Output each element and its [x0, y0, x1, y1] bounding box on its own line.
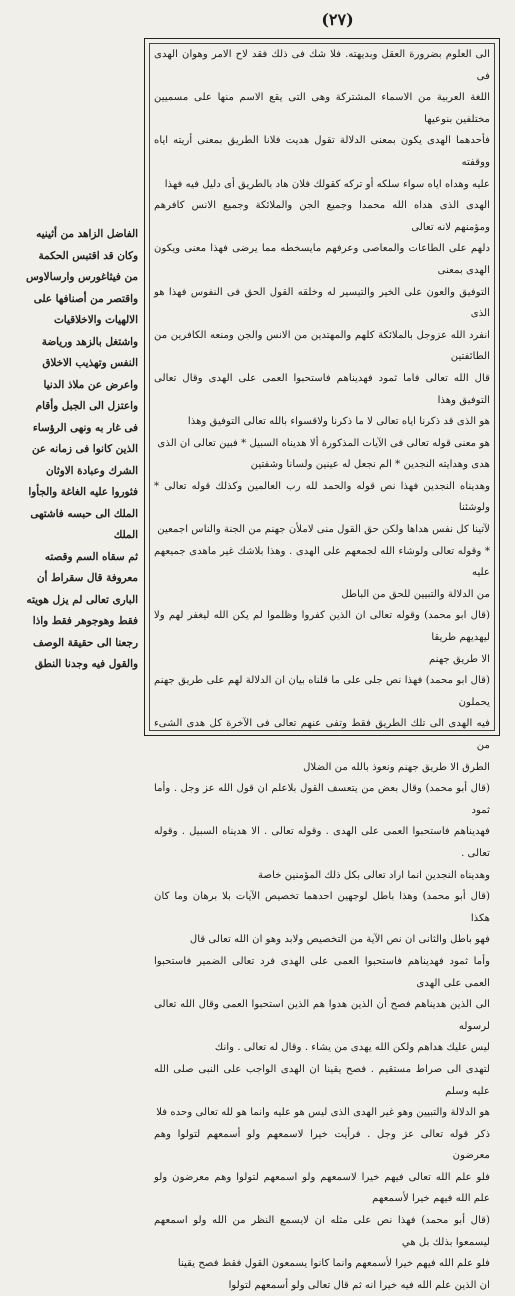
text-line: وأما ثمود فهديناهم فاستحبوا العمى على الهدى فرد تعالى الضمير فاستحبوا العمى على الهدى: [154, 955, 490, 989]
text-line: هو معنى قوله تعالى فى الآيات المذكورة ألا هديناه السبيل * فبين تعالى ان الذى: [157, 437, 490, 449]
text-line: وهديناه النجدين انما اراد تعالى بكل ذلك المؤمنين خاصة: [257, 869, 490, 881]
text-line: فهو باطل والثانى ان نص الآية من التخصيص ولابد وهو ان الله تعالى قال: [189, 934, 490, 946]
text-line: هو الدلالة والتبيين وهو غير الهدى الذى ليس هو عليه وانما هو لله تعالى وحده فلا: [156, 1107, 490, 1119]
margin-note-line: وكان قد اقتبس الحكمة: [38, 249, 138, 262]
margin-note-line: ثم سقاه السم وقصته: [44, 550, 138, 563]
text-line: فأحدهما الهدى يكون بمعنى الدلالة تقول هديت فلانا الطريق بمعنى أريته اياه ووقفته: [154, 135, 490, 168]
text-line: التوفيق والعون على الخير والتيسير له وخلقه القول الحق فى النفوس فهذا هو الذى: [154, 286, 490, 320]
margin-note-line: من فيثاغورس وارسالاوس: [25, 271, 138, 283]
margin-note-line: واعرض عن ملاذ الدنيا: [43, 378, 138, 391]
margin-note-line: البارى تعالى لم يزل هويته: [26, 593, 138, 606]
text-line: فيه الهدى الى تلك الطريق فقط وتفى عنهم تعالى فى الآخرة كل هدى الشىء من: [154, 718, 490, 751]
text-line: وهديناه النجدين فهذا نص قوله والحمد لله رب العالمين وكذلك قوله تعالى * ولوشئنا: [154, 480, 490, 514]
text-line: (قال ابو محمد) فهذا نص جلى على ما قلناه بيان ان الدلالة لهم على طريق جهنم يحملون: [154, 675, 490, 708]
margin-note-line: واشتغل بالزهد ورياضة: [41, 335, 138, 348]
margin-note-line: الملك الى حبسه فاشتهى الملك: [30, 507, 138, 541]
margin-note-line: والقول فيه وجدنا النطق: [34, 658, 138, 670]
text-line: فلو علم الله فيهم خيرا لأسمعهم وانما كانوا يسمعون القول فقط فصح يقينا: [177, 1258, 490, 1270]
main-text-body: [154, 44, 490, 1291]
text-line: لآتينا كل نفس هداها ولكن حق القول منى لاملأن جهنم من الجنة والناس اجمعين: [157, 524, 490, 536]
text-line: ان الذين علم الله فيه خيرا انه ثم قال تعالى ولو أسمعهم لتولوا: [228, 1279, 490, 1291]
page-number: (٢٧): [321, 10, 354, 29]
text-line: قال الله تعالى فاما ثمود فهديناهم فاستحبوا العمى على الهدى وقال تعالى التوفيق وهذا: [154, 372, 490, 406]
text-line: من الدلالة والتبيين للحق من الباطل: [341, 588, 490, 600]
margin-note-line: فثوروا عليه الغاغة والجأوا: [28, 486, 138, 498]
margin-note-line: رجعنا الى حقيقة الوصف: [33, 636, 138, 649]
margin-note-line: واقتصر من أصنافها على: [33, 292, 138, 305]
text-line: عليه وهداه اياه سواء سلكه أو تركه كقولك فلان هاد بالطريق أى دليل فيه فهذا: [164, 178, 490, 190]
margin-note: [8, 224, 138, 676]
margin-note-line: واعتزل الى الجبل وأقام: [35, 400, 138, 412]
text-line: هدى وهدايته النجدين * الم نجعل له عينين ولسانا وشفتين: [250, 459, 490, 471]
text-line: الى الذين هديناهم فصح أن الذين هدوا هم الذين استحبوا العمى وقال الله تعالى لرسوله: [154, 999, 490, 1032]
margin-note-line: فقط وهوجوهر فقط واذا: [32, 615, 138, 627]
text-line: اللغة العربية من الاسماء المشتركة وهى التى يقع الاسم منها على مسميين مختلفين بنوعيها: [154, 92, 490, 125]
text-line: الى العلوم بضرورة العقل وبديهته. فلا شك فى ذلك فقد لاح الامر وهوان الهدى فى: [154, 49, 490, 82]
text-line: ليس عليك هداهم ولكن الله يهدى من يشاء . وقال له تعالى . وانك: [214, 1042, 490, 1054]
text-line: الطرق الا طريق جهنم ونعوذ بالله من الضلال: [303, 761, 490, 773]
text-line: فهديناهم فاستحبوا العمى على الهدى . وقوله تعالى . الا هديناه السبيل . وقوله تعالى .: [154, 826, 490, 859]
text-line: * وقوله تعالى ولوشاء الله لجمعهم على الهدى . وهذا بلاشك غير ماهدى جميعهم عليه: [154, 545, 490, 579]
margin-note-line: الذين كانوا فى زمانه عن: [32, 443, 138, 455]
text-line: الهدى الذى هداه الله محمدا وجميع الجن والملائكة وجميع الانس كافرهم ومؤمنهم لانه تعالى: [154, 200, 490, 233]
text-line: (قال أبو محمد) وقال بعض من يتعسف القول بلاعلم ان قول الله عز وجل . وأما ثمود: [154, 783, 490, 816]
text-line: فلو علم الله تعالى فيهم خيرا لاسمعهم ولو اسمعهم لتولوا وهم معرضون ولو علم الله فيهم خيرا لأسمعهم: [154, 1171, 490, 1205]
margin-note-line: فى غار به ونهى الرؤساء: [32, 421, 138, 434]
text-line: (قال أبو محمد) وهذا باطل لوجهين احدهما تخصيص الآيات بلا برهان وما كان هكذا: [154, 891, 490, 924]
margin-note-line: الشرك وعبادة الاوثان: [46, 464, 138, 477]
text-line: لتهدى الى صراط مستقيم . فصح يقينا ان الهدى الواجب على النبى صلى الله عليه وسلم: [154, 1063, 490, 1097]
margin-note-line: الفاضل الزاهد من أثينيه: [36, 228, 138, 240]
margin-note-line: معروفة قال سقراط أن: [36, 572, 138, 584]
margin-note-line: النفس وتهذيب الاخلاق: [42, 357, 138, 369]
text-line: ذكر قوله تعالى عز وجل . فرأيت خيرا لاسمعهم ولو أسمعهم لتولوا وهم معرضون: [154, 1128, 490, 1162]
text-line: (قال أبو محمد) فهذا نص على مثله ان لايسمع النظر من الله ولو اسمعهم ليسمعوا بذلك بل هي: [154, 1215, 490, 1248]
text-line: انفرد الله عزوجل بالملائكة كلهم والمهتدين من الانس والجن ومنعه الكافرين من الطائفتين: [154, 329, 490, 363]
margin-note-line: الالهيات والاخلاقيات: [54, 314, 138, 326]
text-line: هو الذى قد ذكرنا اياه تعالى لا ما ذكرنا ولاقسواء بالله تعالى التوفيق وهذا: [187, 416, 490, 428]
text-line: دلهم على الطاعات والمعاصى وعرفهم مايسخطه مما يرضى فهذا معنى ويكون الهدى بمعنى: [154, 243, 490, 276]
text-line: الا طريق جهنم: [428, 653, 490, 665]
text-line: (قال ابو محمد) وقوله تعالى ان الذين كفروا وظلموا لم يكن الله ليغفر لهم ولا ليهديهم طريقا: [154, 610, 490, 644]
